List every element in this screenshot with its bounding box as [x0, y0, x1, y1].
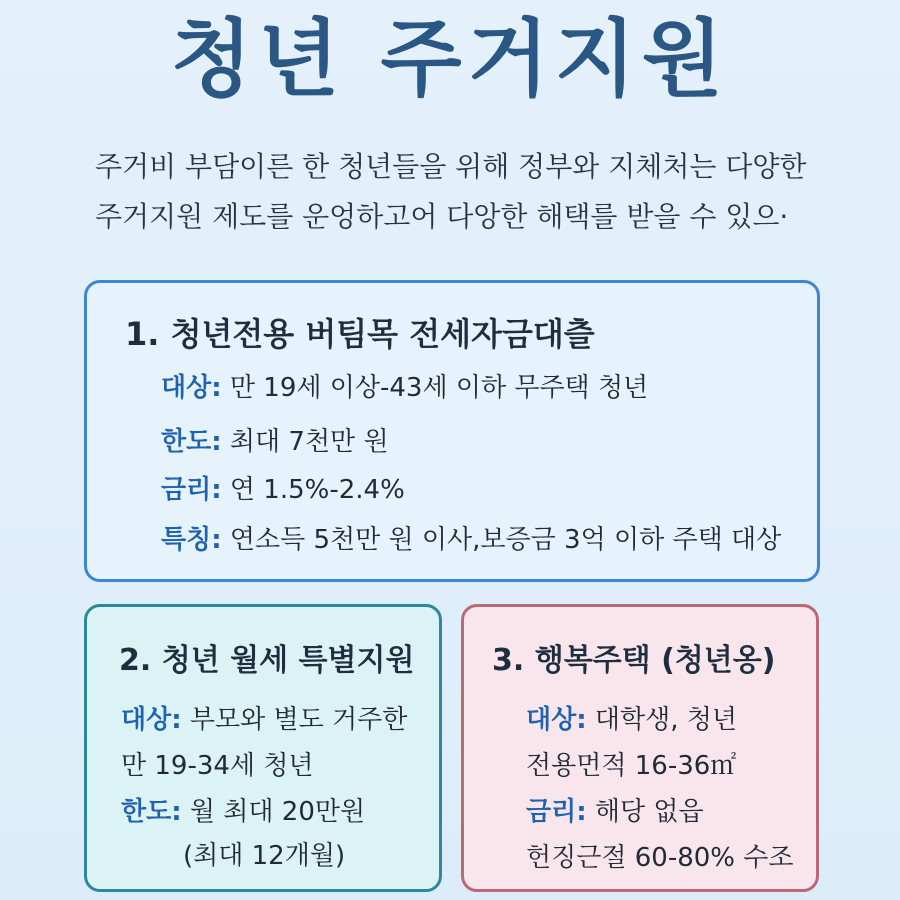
row-value: 월 최대 20만원 — [181, 797, 366, 827]
card-row-limit — [121, 791, 365, 828]
card-youth-rent-support — [84, 604, 442, 892]
row-label: 특칭: — [161, 525, 222, 555]
card-row-limit — [161, 421, 389, 458]
intro-line-1: 주거비 부담이른 한 청년들을 위해 정부와 지체처는 다양한 — [95, 150, 807, 183]
card-row-target — [121, 699, 407, 736]
row-label: 금리: — [161, 475, 222, 505]
card-row-target — [526, 699, 737, 736]
row-label: 대상: — [526, 705, 587, 735]
row-value: 만 19세 이상-43세 이하 무주택 청년 — [221, 373, 649, 403]
row-value: 연 1.5%-2.4% — [221, 475, 405, 505]
row-value: 연소득 5천만 원 이사,보증금 3억 이하 주택 대상 — [221, 525, 782, 555]
intro-text — [95, 142, 875, 242]
card-row-rate — [526, 791, 704, 828]
row-value: 최대 7천만 원 — [221, 427, 389, 457]
card-title: 3. 행복주택 (청년옹) — [492, 643, 776, 678]
row-value: (최대 12개월) — [183, 841, 346, 871]
row-label: 대상: — [161, 373, 222, 403]
row-value: 만 19-34세 청년 — [121, 751, 314, 781]
card-row-area — [526, 745, 736, 782]
card-row-limit-cont — [183, 835, 345, 872]
card-title: 1. 청년전용 버팀목 전세자금대츨 — [125, 315, 595, 353]
card-row-feature — [161, 519, 781, 556]
row-value: 해당 없읍 — [586, 797, 704, 827]
card-title: 2. 청년 월세 특별지원 — [119, 643, 415, 678]
row-label: 한도: — [121, 797, 182, 827]
row-value: 헌징근절 60-80% 수조 — [526, 843, 794, 873]
row-label: 한도: — [161, 427, 222, 457]
card-row-target — [161, 367, 648, 404]
card-youth-jeonse-loan — [84, 280, 820, 582]
row-value: 전용먼적 16-36㎡ — [526, 751, 737, 781]
row-value: 부모와 별도 거주한 — [181, 705, 408, 735]
row-value: 대학생, 청년 — [586, 705, 738, 735]
card-happy-housing — [461, 604, 819, 892]
card-row-rate — [161, 469, 405, 506]
row-label: 대상: — [121, 705, 182, 735]
page-title: 청년 주거지원 — [170, 10, 730, 108]
card-row-target-cont — [121, 745, 314, 782]
intro-line-2: 주거지원 제도를 운엉하고어 다앙한 해택를 받을 수 있으· — [95, 200, 789, 233]
row-label: 금리: — [526, 797, 587, 827]
card-row-rent-level — [526, 837, 793, 874]
